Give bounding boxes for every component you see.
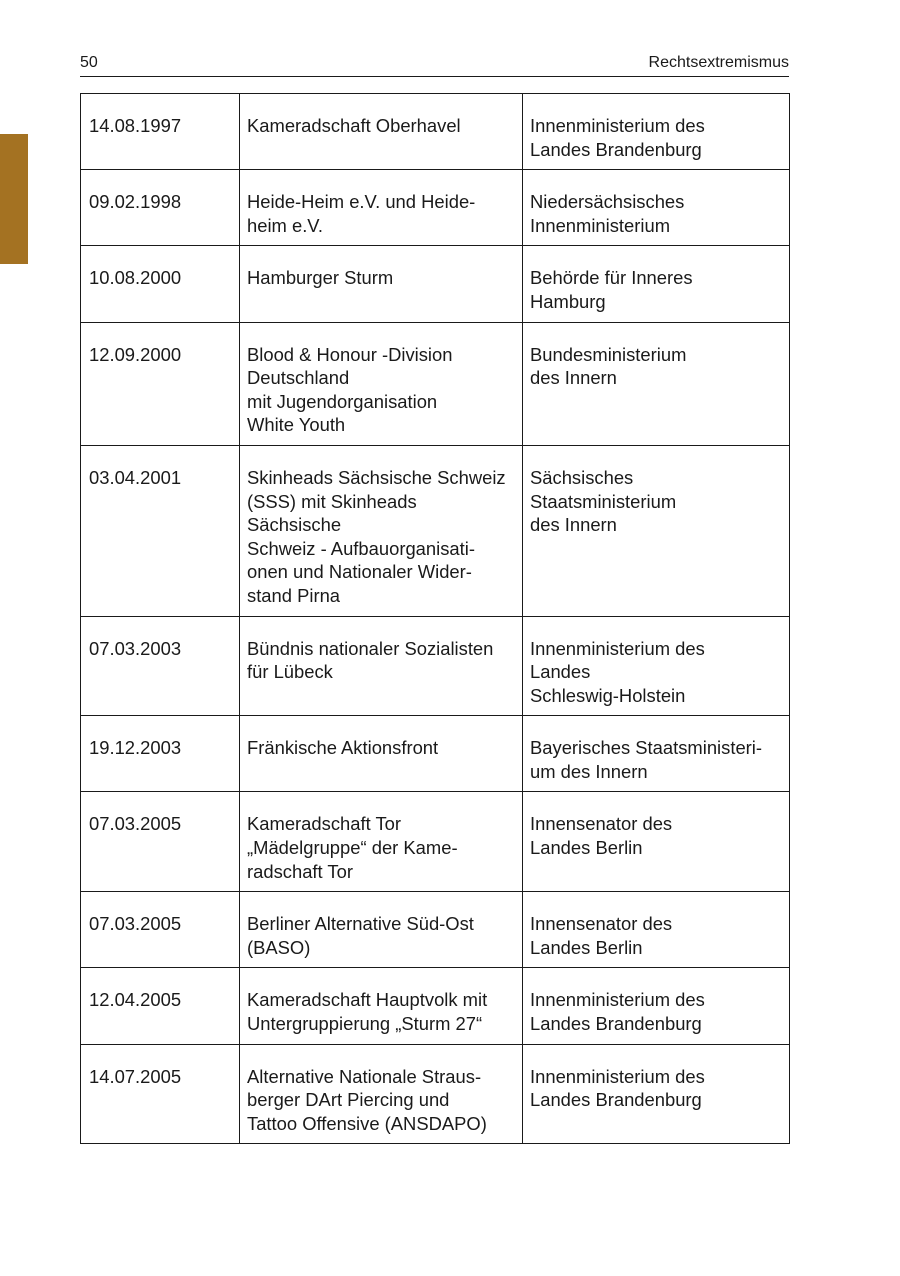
organization-cell: Berliner Alternative Süd-Ost (BASO): [240, 892, 523, 968]
ban-table-body: [81, 94, 790, 1144]
table-row: [81, 1044, 790, 1144]
organization-cell: Skinheads Sächsische Schweiz (SSS) mit Skinheads Sächsische Schweiz - Aufbauorganisati- onen und Nationaler Wider- stand Pirna: [240, 445, 523, 616]
organization-cell: Heide-Heim e.V. und Heide- heim e.V.: [240, 170, 523, 246]
ban-table: [80, 93, 790, 1144]
date-cell: 03.04.2001: [81, 445, 240, 616]
date-cell: 07.03.2005: [81, 792, 240, 892]
authority-cell: Innenministerium des Landes Brandenburg: [523, 1044, 790, 1144]
date-cell: 09.02.1998: [81, 170, 240, 246]
table-row: [81, 616, 790, 716]
organization-cell: Blood & Honour -Division Deutschland mit Jugendorganisation White Youth: [240, 322, 523, 445]
table-row: [81, 892, 790, 968]
organization-cell: Kameradschaft Oberhavel: [240, 94, 523, 170]
date-cell: 07.03.2003: [81, 616, 240, 716]
authority-cell: Innensenator des Landes Berlin: [523, 892, 790, 968]
authority-cell: Sächsisches Staatsministerium des Innern: [523, 445, 790, 616]
table-row: [81, 170, 790, 246]
authority-cell: Bundesministerium des Innern: [523, 322, 790, 445]
date-cell: 12.04.2005: [81, 968, 240, 1044]
table-row: [81, 322, 790, 445]
organization-cell: Alternative Nationale Straus- berger DArt Piercing und Tattoo Offensive (ANSDAPO): [240, 1044, 523, 1144]
table-row: [81, 716, 790, 792]
running-title: Rechtsextremismus: [648, 54, 789, 71]
authority-cell: Innenministerium des Landes Schleswig-Holstein: [523, 616, 790, 716]
table-row: [81, 445, 790, 616]
chapter-edge-marker: [0, 134, 28, 264]
page-header: [80, 52, 789, 77]
authority-cell: Innensenator des Landes Berlin: [523, 792, 790, 892]
date-cell: 12.09.2000: [81, 322, 240, 445]
table-row: [81, 246, 790, 322]
date-cell: 07.03.2005: [81, 892, 240, 968]
table-row: [81, 94, 790, 170]
page-number: 50: [80, 54, 98, 71]
date-cell: 19.12.2003: [81, 716, 240, 792]
table-row: [81, 792, 790, 892]
organization-cell: Bündnis nationaler Sozialisten für Lübeck: [240, 616, 523, 716]
organization-cell: Hamburger Sturm: [240, 246, 523, 322]
date-cell: 10.08.2000: [81, 246, 240, 322]
authority-cell: Behörde für Inneres Hamburg: [523, 246, 790, 322]
authority-cell: Innenministerium des Landes Brandenburg: [523, 94, 790, 170]
authority-cell: Niedersächsisches Innenministerium: [523, 170, 790, 246]
date-cell: 14.08.1997: [81, 94, 240, 170]
organization-cell: Kameradschaft Tor „Mädelgruppe“ der Kame- radschaft Tor: [240, 792, 523, 892]
authority-cell: Bayerisches Staatsministeri- um des Innern: [523, 716, 790, 792]
organization-cell: Fränkische Aktionsfront: [240, 716, 523, 792]
date-cell: 14.07.2005: [81, 1044, 240, 1144]
table-row: [81, 968, 790, 1044]
authority-cell: Innenministerium des Landes Brandenburg: [523, 968, 790, 1044]
organization-cell: Kameradschaft Hauptvolk mit Untergruppierung „Sturm 27“: [240, 968, 523, 1044]
